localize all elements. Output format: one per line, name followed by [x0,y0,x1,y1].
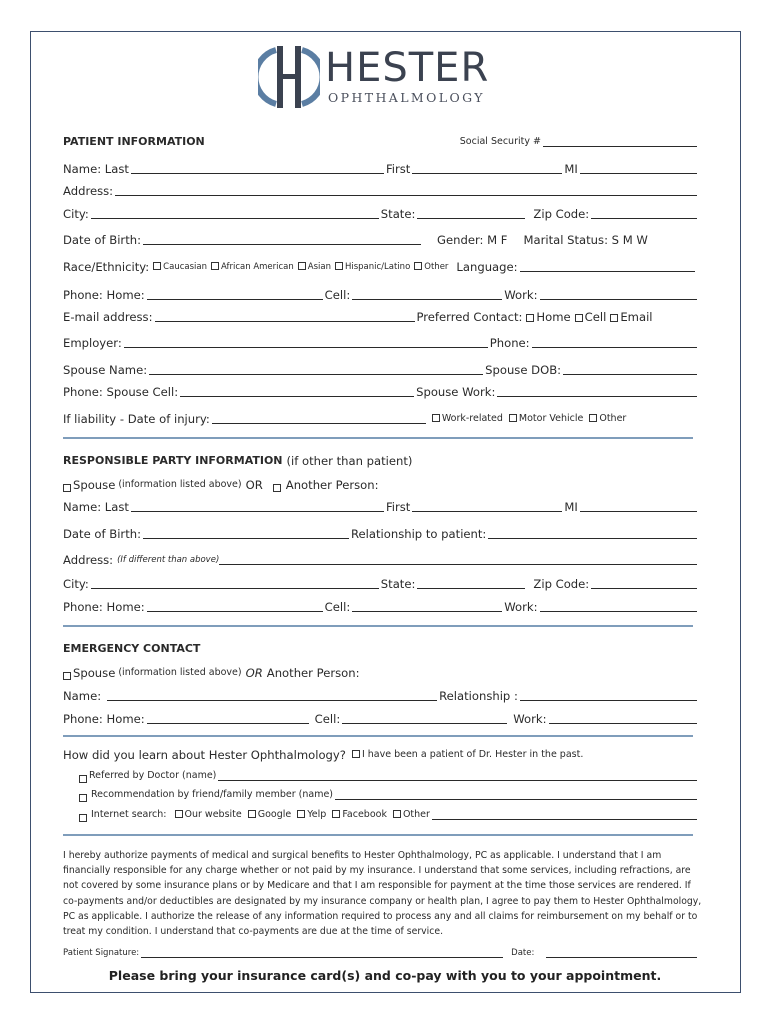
responsible-spouse-row [63,474,703,492]
last-name-field[interactable] [131,173,384,174]
resp-phone-home-label: Phone: Home: [63,600,145,614]
referred-doctor-label: Referred by Doctor (name) [89,770,217,781]
resp-address-field[interactable] [219,564,697,565]
dob-label: Date of Birth: [63,233,141,247]
section-divider [63,437,693,439]
resp-zip-label: Zip Code: [533,577,590,591]
race-other-checkbox[interactable] [414,262,422,270]
resp-state-field[interactable] [417,588,525,589]
footer-note: Please bring your insurance card(s) and co-pay with you to your appointment. [108,968,662,983]
referred-doctor-field[interactable] [218,780,697,781]
internet-option: Facebook [342,809,387,820]
logo [258,44,520,110]
address-row [63,180,703,198]
resp-mi-field[interactable] [580,511,697,512]
emergency-spouse-note: (information listed above) [118,667,242,678]
resp-cell-field[interactable] [352,611,502,612]
signature-date-field[interactable] [546,957,697,958]
emergency-phone-home-field[interactable] [147,723,309,724]
ssn-field[interactable] [543,146,697,147]
city-row [63,203,703,221]
resp-dob-label: Date of Birth: [63,527,141,541]
race-option: Caucasian [163,262,207,272]
phone-home-field[interactable] [147,299,323,300]
referral-doctor-row [79,765,703,783]
cell-field[interactable] [352,299,502,300]
state-label: State: [380,207,416,221]
work-label: Work: [504,288,538,302]
spouse-work-label: Spouse Work: [416,385,496,399]
referral-friend-row [79,784,703,802]
liability-other-checkbox[interactable] [589,414,597,422]
resp-state-label: State: [380,577,416,591]
internet-option: Our website [184,809,242,820]
other-source-field[interactable] [432,819,697,820]
referral-question-row [63,744,703,762]
race-option: Hispanic/Latino [344,262,411,272]
resp-work-field[interactable] [540,611,698,612]
resp-last-name-field[interactable] [131,511,384,512]
dob-field[interactable] [143,244,421,245]
prior-patient-checkbox[interactable] [352,750,360,758]
responsible-or: OR [245,478,263,492]
date-label: Date: [511,948,535,958]
race-asian-checkbox[interactable] [298,262,306,270]
employer-phone-label: Phone: [489,336,530,350]
pref-home-checkbox[interactable] [526,314,534,322]
resp-dob-field[interactable] [143,538,349,539]
responsible-address-row [63,549,703,567]
liability-option: Work-related [441,413,503,424]
responsible-spouse-note: (information listed above) [118,479,242,490]
resp-zip-field[interactable] [591,588,697,589]
internet-option: Yelp [307,809,327,820]
other-source-checkbox[interactable] [393,810,401,818]
pref-cell-checkbox[interactable] [575,314,583,322]
yelp-checkbox[interactable] [297,810,305,818]
mi-field[interactable] [580,173,697,174]
resp-mi-label: MI [564,500,578,514]
race-row [63,256,703,274]
employer-phone-field[interactable] [532,347,697,348]
responsible-heading-row [63,450,703,468]
race-option: Asian [307,262,331,272]
logo-name: HESTER [325,45,490,91]
responsible-city-row [63,573,703,591]
signature-label: Patient Signature: [63,948,140,958]
emergency-relationship-field[interactable] [520,700,697,701]
responsible-phone-row [63,596,703,614]
spouse-phone-row [63,381,703,399]
liability-label: If liability - Date of injury: [63,412,210,426]
emergency-heading: EMERGENCY CONTACT [63,642,201,655]
dob-row [63,229,703,247]
referral-question: How did you learn about Hester Ophthalmology? [63,748,346,762]
section-divider [63,735,693,737]
race-option: Other [424,262,449,272]
resp-work-label: Work: [504,600,538,614]
responsible-heading: RESPONSIBLE PARTY INFORMATION [63,454,283,467]
gender-label[interactable]: Gender: M F [437,233,508,247]
phone-row [63,284,703,302]
emergency-spouse-row [63,662,703,680]
emergency-spouse-label: Spouse [73,666,116,680]
referred-doctor-checkbox[interactable] [79,775,87,783]
spouse-name-field[interactable] [149,374,483,375]
section-divider [63,834,693,836]
work-field[interactable] [540,299,698,300]
spouse-dob-field[interactable] [563,374,697,375]
injury-date-field[interactable] [212,423,426,424]
responsible-another-checkbox[interactable] [273,484,281,492]
emergency-name-row [63,685,703,703]
spouse-row [63,359,703,377]
signature-field[interactable] [141,957,503,958]
our-website-checkbox[interactable] [175,810,183,818]
employer-field[interactable] [124,347,488,348]
first-name-field[interactable] [412,173,562,174]
resp-first-name-field[interactable] [412,511,562,512]
spouse-cell-field[interactable] [180,396,414,397]
emergency-another-label: Another Person: [266,666,360,680]
internet-search-checkbox[interactable] [79,814,87,822]
resp-name-last-label: Name: Last [63,500,129,514]
address-label: Address: [63,184,114,198]
responsible-dob-row [63,523,703,541]
resp-phone-home-field[interactable] [147,611,323,612]
internet-option: Google [257,809,292,820]
spouse-name-label: Spouse Name: [63,363,148,377]
zip-field[interactable] [591,218,697,219]
responsible-another-label: Another Person: [285,478,379,492]
referral-internet-row [79,804,703,822]
pref-option: Cell [584,310,607,324]
emergency-spouse-checkbox[interactable] [63,672,71,680]
liability-option: Motor Vehicle [518,413,584,424]
emergency-name-label: Name: [63,689,102,703]
emergency-relationship-label: Relationship : [439,689,518,703]
liability-row [63,408,703,426]
name-last-label: Name: Last [63,162,129,176]
city-label: City: [63,207,89,221]
emergency-work-field[interactable] [549,723,698,724]
email-label: E-mail address: [63,310,153,324]
language-field[interactable] [520,271,695,272]
city-field[interactable] [91,218,379,219]
emergency-phone-home-label: Phone: Home: [63,712,145,726]
employer-label: Employer: [63,336,122,350]
preferred-contact-label: Preferred Contact: [416,310,523,324]
work-related-checkbox[interactable] [432,414,440,422]
patient-heading-row [63,131,703,149]
pref-option: Email [620,310,653,324]
emergency-or: OR [245,666,263,680]
google-checkbox[interactable] [248,810,256,818]
pref-email-checkbox[interactable] [610,314,618,322]
resp-relationship-label: Relationship to patient: [351,527,487,541]
authorization-text: I hereby authorize payments of medical and surgical benefits to Hester Ophthalmology, PC as applicable. I understand that I am financially responsible for any charge whether or not paid by my insurance. I understand that some services, including refractions, are not covered by some insurance plans or by Medicare and that I am responsible for payment at the time those services are rendered. If co-payments and/or deductibles are designated by my insurance company or health plan, I agree to pay them to Hester Ophthalmology, PC as applicable. I authorize the release of any information required to process any and all claims for reimbursement on my behalf or to treat my condition. I understand that co-payments are due at the time of service. [63,850,702,938]
section-divider [63,625,693,627]
resp-relationship-field[interactable] [488,538,697,539]
mi-label: MI [564,162,578,176]
language-label: Language: [456,260,518,274]
resp-address-note: (If different than above) [117,555,220,565]
race-caucasian-checkbox[interactable] [153,262,161,270]
internet-option: Other [402,809,430,820]
motor-vehicle-checkbox[interactable] [509,414,517,422]
email-field[interactable] [155,321,415,322]
spouse-dob-label: Spouse DOB: [485,363,562,377]
ssn-label: Social Security # [459,136,541,147]
friend-referral-checkbox[interactable] [79,794,87,802]
race-hispanic-checkbox[interactable] [335,262,343,270]
liability-option: Other [599,413,627,424]
responsible-name-row [63,496,703,514]
resp-first-label: First [385,500,411,514]
spouse-cell-label: Phone: Spouse Cell: [63,385,179,399]
responsible-spouse-label: Spouse [73,478,116,492]
address-field[interactable] [115,195,697,196]
emergency-heading-row [63,638,703,656]
resp-city-label: City: [63,577,89,591]
responsible-spouse-checkbox[interactable] [63,484,71,492]
logo-subtitle: OPHTHALMOLOGY [328,90,485,105]
friend-referral-label: Recommendation by friend/family member (name) [91,789,334,800]
resp-address-label: Address: [63,553,114,567]
spouse-work-field[interactable] [497,396,697,397]
resp-cell-label: Cell: [324,600,351,614]
email-row [63,306,703,324]
facebook-checkbox[interactable] [332,810,340,818]
state-field[interactable] [417,218,525,219]
race-label: Race/Ethnicity: [63,260,150,274]
signature-row [63,942,703,960]
patient-heading: PATIENT INFORMATION [63,135,205,148]
employer-row [63,332,703,350]
friend-referral-field[interactable] [335,799,697,800]
responsible-heading-note: (if other than patient) [286,454,413,468]
resp-city-field[interactable] [91,588,379,589]
race-african-american-checkbox[interactable] [211,262,219,270]
pref-option: Home [536,310,571,324]
phone-home-label: Phone: Home: [63,288,145,302]
emergency-work-label: Work: [513,712,547,726]
emergency-cell-label: Cell: [314,712,341,726]
first-name-label: First [385,162,411,176]
patient-name-row [63,158,703,176]
internet-search-label: Internet search: [91,809,167,820]
emergency-name-field[interactable] [107,700,437,701]
cell-label: Cell: [324,288,351,302]
marital-label[interactable]: Marital Status: S M W [523,233,648,247]
prior-patient-label: I have been a patient of Dr. Hester in the past. [361,749,584,760]
hester-monogram-icon [258,44,320,110]
zip-label: Zip Code: [533,207,590,221]
emergency-phone-row [63,708,703,726]
race-option: African American [220,262,294,272]
emergency-cell-field[interactable] [342,723,507,724]
